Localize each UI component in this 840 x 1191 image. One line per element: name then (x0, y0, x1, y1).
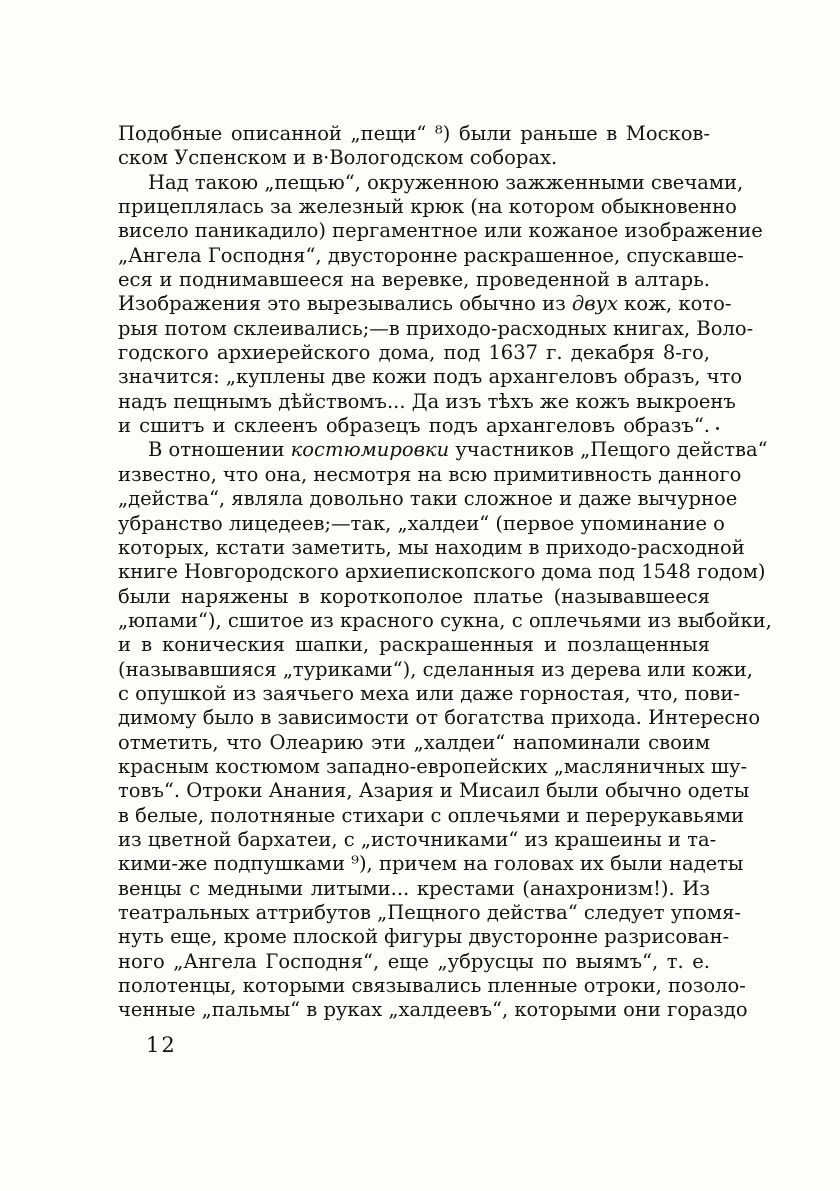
text-line: Подобные описанной „пещи“ ⁸) были раньше в Москов- (118, 122, 710, 145)
text-line: венцы с медными литыми... крестами (анахронизм!). Из (118, 876, 710, 900)
text-segment: В отношении (148, 438, 291, 462)
text-line: еся и поднимавшееся на веревке, проведенной в алтарь. (118, 268, 710, 292)
text-line: значится: „куплены две кожи подъ архангеловъ образъ, что (118, 365, 743, 389)
text-line (118, 292, 732, 316)
text-line: надъ пещнымъ дѣйствомъ... Да изъ тѣхъ же кожъ выкроенъ (118, 389, 736, 413)
text-line: (называвшияся „туриками“), сделанныя из дерева или кожи, (118, 657, 753, 681)
text-line: убранство лицедеев;—так, „халдеи“ (первое упоминание о (118, 511, 725, 535)
text-line: прицеплялась за железный крюк (на котором обыкновенно (118, 195, 737, 219)
text-line: театральных аттрибутов „Пещного действа“ следует упомя- (118, 901, 741, 924)
text-line: и в коническия шапки, раскрашенныя и позлащенныя (118, 633, 710, 657)
text-line: „действа“, являла довольно таки сложное и даже вычурное (118, 487, 738, 511)
text-segment: кож, кото- (617, 292, 732, 316)
body-text (118, 122, 772, 1023)
text-line: товъ“. Отроки Анания, Азария и Мисаил были обычно одеты (118, 779, 750, 803)
text-line: нуть еще, кроме плоской фигуры двусторонне разрисован- (118, 925, 730, 949)
text-line: рыя потом склеивались;—в приходо-расходных книгах, Воло- (118, 316, 754, 340)
text-line: Над такою „пещью“, окруженною зажженными свечами, (148, 170, 744, 194)
text-line: с опушкой из заячьего меха или даже горностая, что, пови- (118, 681, 740, 705)
text-line: ного „Ангела Господня“, еще „убрусцы по выямъ“, т. е. (118, 949, 710, 973)
text-line: были наряжены в короткополое платье (называвшееся (118, 584, 710, 608)
text-line: годского архиерейского дома, под 1637 г. декабря 8-го, (118, 341, 710, 365)
text-line: книге Новгородского архиепископского дома под 1548 годом) (118, 560, 766, 584)
text-line: полотенцы, которыми связывались пленные отроки, позоло- (118, 974, 746, 998)
text-line: ченные „пальмы“ в руках „халдеевъ“, которыми они гораздо (118, 998, 748, 1022)
text-line: отметить, что Олеарию эти „халдеи“ напоминали своим (118, 730, 710, 754)
text-line (118, 438, 768, 462)
text-line: красным костюмом западно-европейских „масляничных шу- (118, 754, 748, 778)
page-number: 12 (146, 1033, 177, 1057)
text-line: известно, что она, несмотря на всю примитивность данного (118, 462, 742, 486)
text-line: в белые, полотняные стихари с оплечьями и перерукавьями (118, 803, 745, 827)
text-line: которых, кстати заметить, мы находим в приходо-расходной (118, 535, 745, 559)
italic-word: костюмировки (290, 438, 450, 462)
text-line: висело паникадило) пергаментное или кожаное изображение (118, 219, 763, 243)
text-segment: участников „Пещого действа“ (449, 438, 768, 462)
print-speck (716, 427, 719, 430)
italic-word: двух (571, 292, 618, 316)
text-line: кими-же подпушками ⁹), причем на головах их были надеты (118, 852, 744, 876)
text-line: „юпами“), сшитое из красного сукна, с оплечьями из выбойки, (118, 608, 772, 632)
text-line: „Ангела Господня“, двусторонне раскрашенное, спускавше- (118, 243, 744, 267)
text-line: димому было в зависимости от богатства прихода. Интересно (118, 706, 761, 730)
text-line: ском Успенском и в·Вологодском соборах. (118, 146, 558, 170)
text-segment: Изображения это вырезывались обычно из (118, 292, 572, 316)
text-line: из цветной бархатеи, с „источниками“ из крашеины и та- (118, 827, 717, 851)
text-line: и сшитъ и склеенъ образецъ подъ архангеловъ образъ“. (118, 414, 710, 438)
